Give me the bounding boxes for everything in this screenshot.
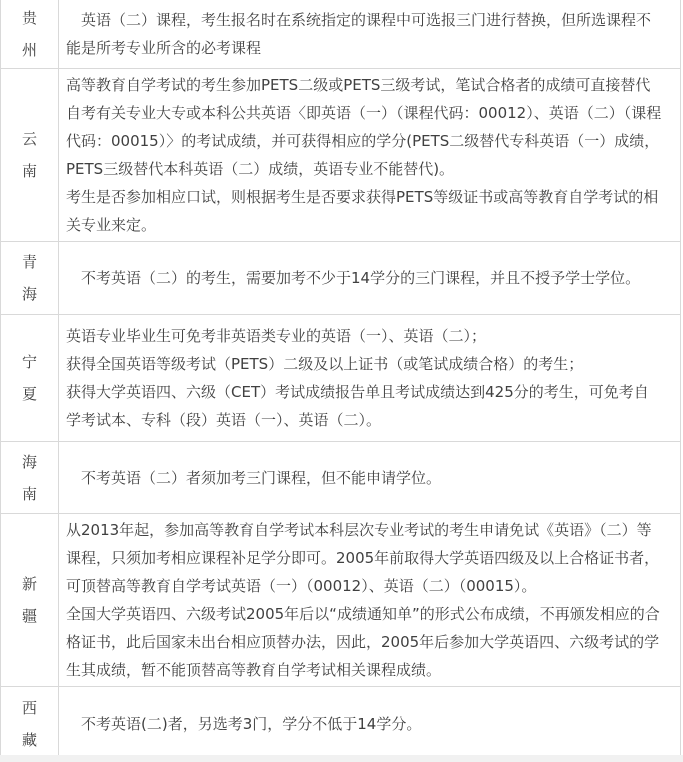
policy-paragraph: 高等教育自学考试的考生参加PETS二级或PETS三级考试，笔试合格者的成绩可直接替代自考有关专业大专或本科公共英语〈即英语（一）（课程代码：00012）、英语（二）（课程代码：00015）〉的考试成绩，并可获得相应的学分(PETS二级替代专科英语（一）成绩，PETS三级替代本科英语（二）成绩，英语专业不能替代)。 <box>66 76 662 178</box>
province-cell: 西 藏 <box>1 687 59 762</box>
policy-cell <box>59 442 681 514</box>
policy-paragraph: 从2013年起，参加高等教育自学考试本科层次专业考试的考生申请免试《英语》（二）等课程，只须加考相应课程补足学分即可。2005年前取得大学英语四级及以上合格证书者，可顶替高等教育自学考试英语（一）（00012）、英语（二）（00015）。 <box>66 521 660 595</box>
policy-paragraph: 获得大学英语四、六级（CET）考试成绩报告单且考试成绩达到425分的考生，可免考自学考试本、专科（段）英语（一）、英语（二）。 <box>66 383 649 429</box>
table-row <box>1 442 681 514</box>
table-row <box>1 514 681 687</box>
policy-paragraph: 全国大学英语四、六级考试2005年后以“成绩通知单”的形式公布成绩，不再颁发相应的合格证书，此后国家未出台相应顶替办法，因此，2005年后参加大学英语四、六级考试的学生其成绩，暂不能顶替高等教育自学考试相关课程成绩。 <box>66 605 660 679</box>
policy-cell <box>59 69 681 242</box>
table-row <box>1 69 681 242</box>
province-cell: 青 海 <box>1 242 59 315</box>
province-cell: 海 南 <box>1 442 59 514</box>
policy-paragraph: 不考英语(二)者，另选考3门，学分不低于14学分。 <box>81 715 422 733</box>
policy-paragraph: 不考英语（二）者须加考三门课程，但不能申请学位。 <box>81 468 442 487</box>
policy-cell <box>59 687 681 762</box>
policy-cell <box>59 315 681 442</box>
table-body <box>1 0 681 762</box>
policy-paragraph: 英语（二）课程，考生报名时在系统指定的课程中可选报三门进行替换，但所选课程不能是所考专业所含的必考课程 <box>66 11 652 57</box>
table-row <box>1 315 681 442</box>
policy-cell <box>59 514 681 687</box>
policy-paragraph: 不考英语（二）的考生，需要加考不少于14学分的三门课程，并且不授予学士学位。 <box>81 269 641 287</box>
table-row <box>1 687 681 762</box>
province-cell: 贵 州 <box>1 0 59 69</box>
policy-paragraph: 获得全国英语等级考试（PETS）二级及以上证书（或笔试成绩合格）的考生； <box>66 355 584 373</box>
policy-cell <box>59 242 681 315</box>
policy-paragraph: 英语专业毕业生可免考非英语类专业的英语（一）、英语（二）； <box>66 327 487 345</box>
table-row <box>1 242 681 315</box>
policy-cell <box>59 0 681 69</box>
bottom-edge-bar <box>0 755 683 762</box>
table-row <box>1 0 681 69</box>
province-cell: 宁 夏 <box>1 315 59 442</box>
province-cell: 新 疆 <box>1 514 59 687</box>
province-cell: 云 南 <box>1 69 59 242</box>
policy-paragraph: 考生是否参加相应口试，则根据考生是否要求获得PETS等级证书或高等教育自学考试的相关专业来定。 <box>66 188 659 234</box>
